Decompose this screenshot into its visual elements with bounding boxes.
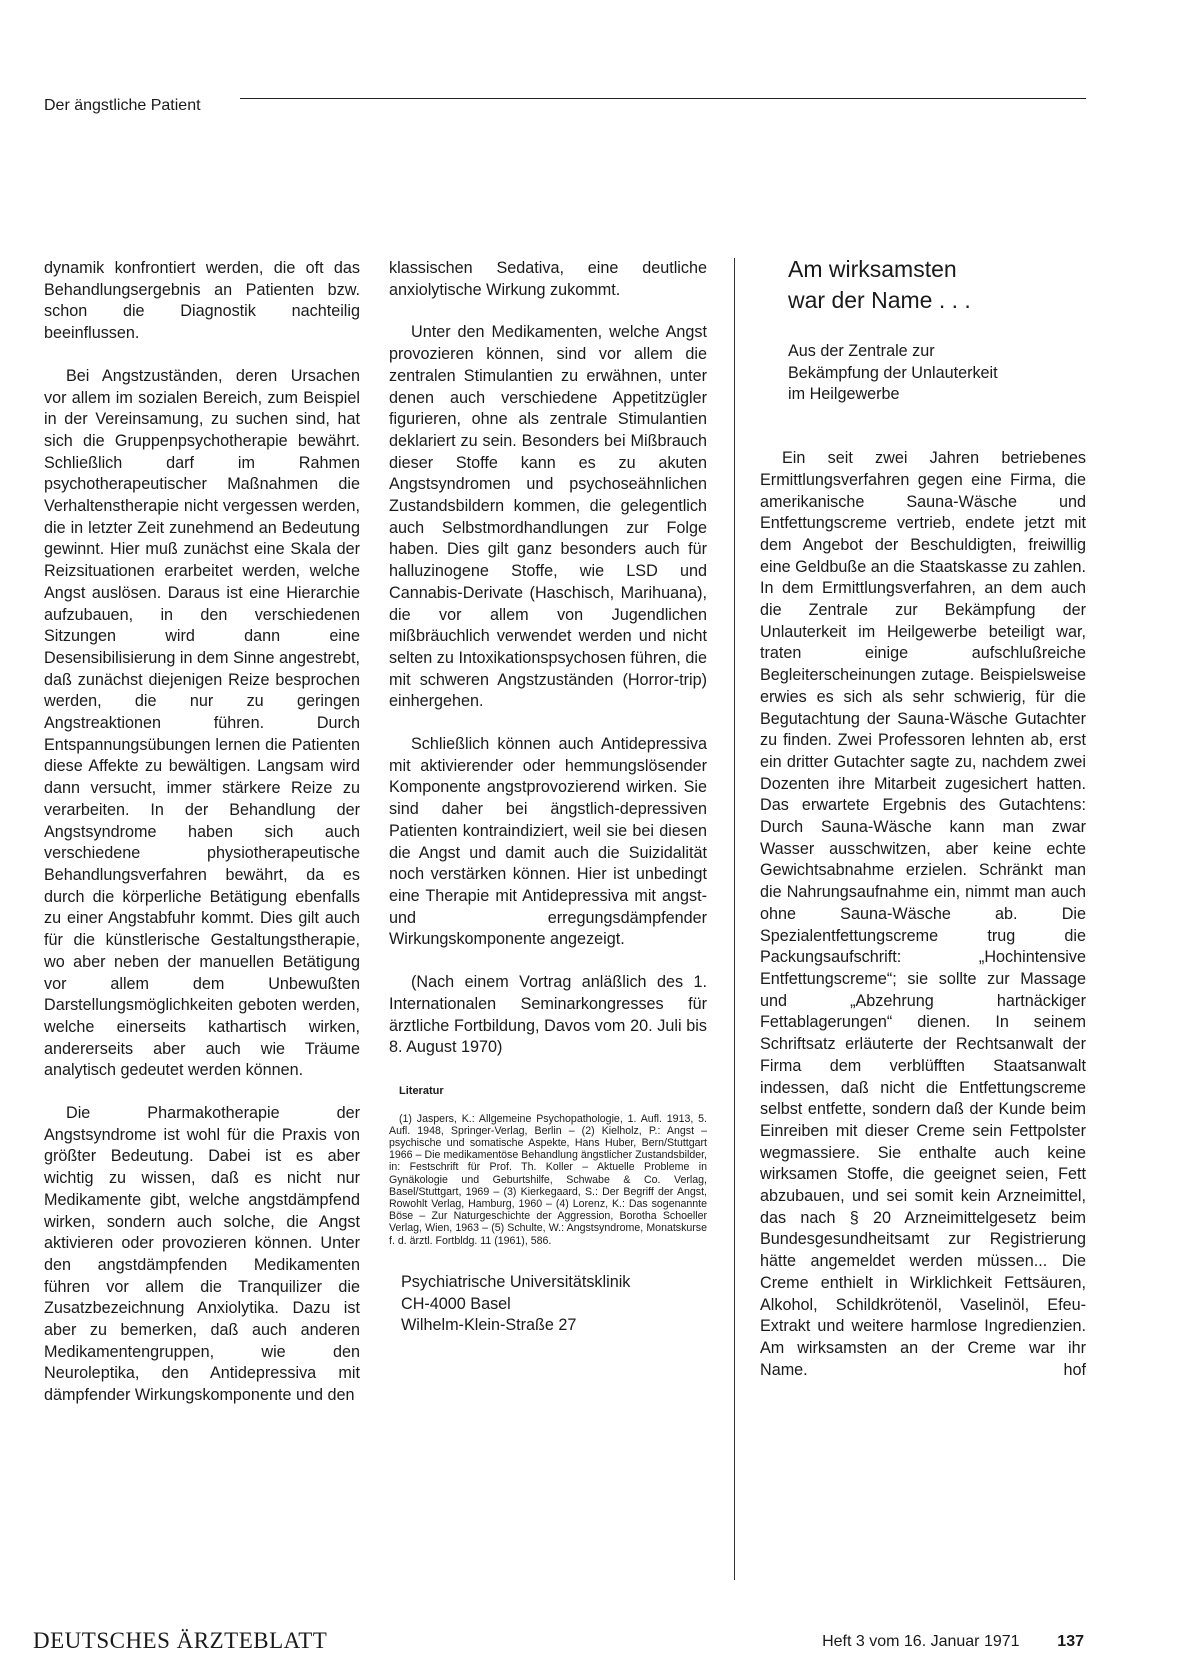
sidebar-column xyxy=(760,254,1086,1381)
col1-paragraph-3: Die Pharmakotherapie der Angstsyndrome ist wohl für die Praxis von größter Bedeutung. Dabei ist es aber wichtig zu wissen, daß es nicht nur Medikamente gibt, welche angstdämpfend wirken, sondern auch solche, die Angst aktivieren oder provozieren können. Unter den angstdämpfenden Medikamenten führen vor allem die Tranquilizer die Zusatzbezeichnung Anxiolytika. Dazu ist aber zu bemerken, daß auch anderen Medikamentengruppen, wie den Neuroleptika, den Antidepressiva mit dämpfender Wirkungskomponente und den xyxy=(44,1104,360,1405)
col1-paragraph-2: Bei Angstzuständen, deren Ursachen vor allem im sozialen Bereich, zum Beispiel in der Vereinsamung, zu suchen sind, hat sich die Gruppenpsychotherapie bewährt. Schließlich darf im Rahmen psychotherapeutischer Maßnahmen die Verhaltenstherapie nicht vergessen werden, die in letzter Zeit zunehmend an Bedeutung gewinnt. Hier muß zunächst eine Skala der Reizsituationen erarbeitet werden, welche Angst auslösen. Daraus ist eine Hierarchie aufzubauen, in den verschiedenen Sitzungen wird dann eine Desensibilisierung in dem Sinne angestrebt, daß zunächst diejenigen Reize besprochen werden, die nur zu geringen Angstreaktionen führen. Durch Entspannungsübungen lernen die Patienten diese Affekte zu bewältigen. Langsam wird dann versucht, immer stärkere Reize zu verarbeiten. In der Behandlung der Angstsyndrome haben sich auch verschiedene physiotherapeutische Behandlungsverfahren bewährt, da es durch die körperliche Betätigung ebenfalls zu einer Angstabfuhr kommt. Dies gilt auch für die künstlerische Gestaltungstherapie, wo aber neben der manuellen Betätigung vor allem dem Unbewußten Darstellungsmöglichkeiten geboten werden, welche einerseits kathartisch wirken, andererseits aber auch wie Träume analytisch gedeutet werden können. xyxy=(44,366,360,1080)
issue-info xyxy=(822,1633,1080,1651)
literature-list: (1) Jaspers, K.: Allgemeine Psychopathologie, 1. Aufl. 1913, 5. Aufl. 1948, Springer-Verlag, Berlin – (2) Kielholz, P.: Angst – psychische und somatische Aspekte, Hans Huber, Bern/Stuttgart 1966 – Die medikamentöse Behandlung ängstlicher Zustandsbilder, in: Festschrift für Prof. Th. Koller – Aktuelle Probleme in Gynäkologie und Geburtshilfe, Schwabe & Co. Verlag, Basel/Stuttgart, 1969 – (3) Kierkegaard, S.: Der Begriff der Angst, Rowohlt Verlag, Hamburg, 1960 – (4) Lorenz, K.: Das sogenannte Böse – Zur Naturgeschichte der Aggression, Borotha Schoeller Verlag, Wien, 1963 – (5) Schulte, W.: Angstsyndrome, Monatskurse f. d. ärztl. Fortbldg. 11 (1961), 586. xyxy=(389,1112,707,1247)
author-signature: hof xyxy=(1063,1360,1086,1379)
running-header xyxy=(44,97,1086,119)
sidebar-body xyxy=(760,448,1086,1381)
sidebar-body-text: Ein seit zwei Jahren betriebenes Ermittlungsverfahren gegen eine Firma, die amerikanische Sauna-Wäsche und Entfettungscreme vertrieb, endete jetzt mit dem Angebot der Beschuldigten, freiwillig eine Geldbuße an die Staatskasse zu zahlen. In dem Ermittlungsverfahren, an dem auch die Zentrale zur Bekämpfung der Unlauterkeit im Heilgewerbe beteiligt war, traten einige aufschlußreiche Begleiterscheinungen zutage. Beispielsweise erwies es sich als sehr schwierig, für die Begutachtung der Sauna-Wäsche Gutachter zu finden. Zwei Professoren lehnten ab, erst ein dritter Gutachter sagte zu, nachdem zwei Dozenten ihre Mitarbeit zugesichert hatten. Das erwartete Ergebnis des Gutachtens: Durch Sauna-Wäsche kann man zwar Wasser ausschwitzen, aber keine echte Gewichtsabnahme erzielen. Schränkt man die Nahrungsaufnahme ein, nimmt man auch ohne Sauna-Wäsche ab. Die Spezialentfettungscreme trug die Packungsaufschrift: „Hochintensive Entfettungscreme“; sie sollte zur Massage und „Abzehrung hartnäckiger Fettablagerungen“ dienen. In seinem Schriftsatz erläuterte der Rechtsanwalt der Firma dem verblüfften Staatsanwalt indessen, daß nicht die Entfettungscreme selbst entfette, sondern daß der Kunde beim Einreiben mit dieser Creme sein Fettpolster wegmassiere. Sie enthalte auch keine wirksamen Stoffe, die geeignet seien, Fett abzubauen, und sei somit kein Arzneimittel, das nach § 20 Arzneimittelgesetz beim Bundesgesundheitsamt zur Registrierung hätte angemeldet werden müssen... Die Creme enthielt in Wirklichkeit Fettsäuren, Alkohol, Schildkrötenöl, Vaselinöl, Efeu-Extrakt und weitere harmlose Ingredienzien. Am wirksamsten an der Creme war ihr Name. xyxy=(760,449,1086,1379)
address-line-1: Psychiatrische Universitätsklinik xyxy=(401,1272,631,1291)
address-line-2: CH-4000 Basel xyxy=(401,1294,511,1313)
col2-paragraph-2: Unter den Medikamenten, welche Angst provozieren können, sind vor allem die zentralen Stimulantien zu erwähnen, unter denen auch verschiedene Appetitzügler figurieren, ohne als zentrale Stimulantien deklariert zu sein. Besonders bei Mißbrauch dieser Stoffe kann es zu akuten Angstsyndromen und psychoseähnlichen Zustandsbildern kommen, die gelegentlich auch Selbstmordhandlungen zur Folge haben. Dies gilt ganz besonders auch für halluzinogene Stoffe, wie LSD und Cannabis-Derivate (Haschisch, Marihuana), die vor allem von Jugendlichen mißbräuchlich verwendet werden und nicht selten zu Intoxikationspsychosen führen, die mit schweren Angstzuständen (Horror-trip) einhergehen. xyxy=(389,323,707,711)
sidebar-title xyxy=(788,254,1086,316)
running-header-title: Der ängstliche Patient xyxy=(44,97,205,115)
page-number: 137 xyxy=(1057,1633,1084,1650)
header-rule xyxy=(240,98,1086,99)
issue-text: Heft 3 vom 16. Januar 1971 xyxy=(822,1633,1020,1650)
column-divider xyxy=(734,258,735,1580)
column-2 xyxy=(389,258,707,1337)
address-line-3: Wilhelm-Klein-Straße 27 xyxy=(401,1316,577,1335)
literature-heading: Literatur xyxy=(399,1084,444,1097)
col2-paragraph-1: klassischen Sedativa, eine deutliche anxiolytische Wirkung zukommt. xyxy=(389,259,707,299)
column-1 xyxy=(44,258,360,1407)
sidebar-subtitle-line-2: Bekämpfung der Unlauterkeit xyxy=(788,363,998,382)
col1-paragraph-1: dynamik konfrontiert werden, die oft das Behandlungsergebnis an Patienten bzw. schon die Diagnostik nachteilig beeinflussen. xyxy=(44,259,360,343)
sidebar-subtitle-line-1: Aus der Zentrale zur xyxy=(788,342,935,360)
col2-paragraph-3: Schließlich können auch Antidepressiva mit aktivierender oder hemmungslösender Komponente angstprovozierend wirken. Sie sind daher bei ängstlich-depressiven Patienten kontraindiziert, weil sie bei diesen die Angst und damit auch die Suizidalität noch verstärken können. Hier ist unbedingt eine Therapie mit Antidepressiva mit angst- und erregungsdämpfender Wirkungskomponente angezeigt. xyxy=(389,735,707,949)
sidebar-title-line-1: Am wirksamsten xyxy=(788,256,957,282)
sidebar-title-line-2: war der Name . . . xyxy=(788,287,971,313)
journal-name: DEUTSCHES ÄRZTEBLATT xyxy=(33,1628,328,1653)
sidebar-subtitle-line-3: im Heilgewerbe xyxy=(788,385,900,404)
author-address xyxy=(401,1272,707,1337)
col2-paragraph-4: (Nach einem Vortrag anläßlich des 1. Internationalen Seminarkongresses für ärztliche Fortbildung, Davos vom 20. Juli bis 8. August 1970) xyxy=(389,973,707,1057)
sidebar-subtitle xyxy=(788,341,1086,406)
